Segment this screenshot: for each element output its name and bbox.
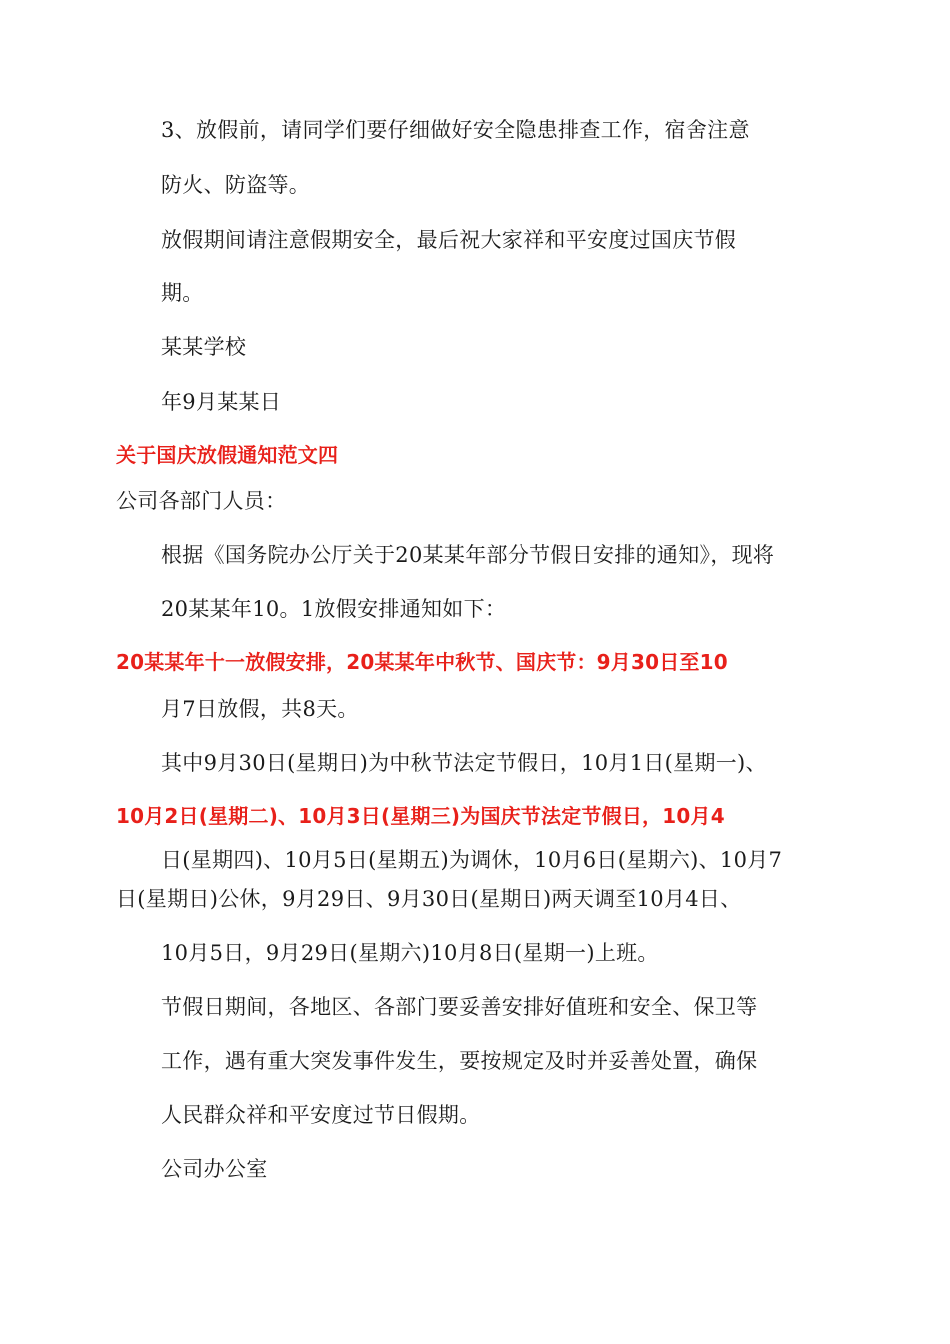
paragraph-line: 期。: [161, 281, 204, 305]
highlight-line: 10月2日(星期二)、10月3日(星期三)为国庆节法定节假日，10月4: [116, 804, 725, 828]
signature-school: 某某学校: [161, 335, 247, 359]
paragraph-line: 放假期间请注意假期安全，最后祝大家祥和平安度过国庆节假: [161, 228, 737, 252]
paragraph-line: 月7日放假，共8天。: [161, 697, 359, 721]
paragraph-line: 人民群众祥和平安度过节日假期。: [161, 1103, 481, 1127]
paragraph-line: 日(星期四)、10月5日(星期五)为调休，10月6日(星期六)、10月7: [161, 848, 783, 872]
salutation: 公司各部门人员：: [116, 489, 287, 513]
paragraph-line: 节假日期间，各地区、各部门要妥善安排好值班和安全、保卫等: [161, 995, 758, 1019]
paragraph-line: 工作，遇有重大突发事件发生，要按规定及时并妥善处置，确保: [161, 1049, 758, 1073]
paragraph-line: 其中9月30日(星期日)为中秋节法定节假日，10月1日(星期一)、: [161, 751, 767, 775]
signature-date: 年9月某某日: [161, 390, 282, 414]
paragraph-line: 日(星期日)公休，9月29日、9月30日(星期日)两天调至10月4日、: [116, 887, 742, 911]
paragraph-line: 10月5日，9月29日(星期六)10月8日(星期一)上班。: [161, 941, 659, 965]
paragraph-line: 防火、防盗等。: [161, 173, 311, 197]
paragraph-line: 3、放假前，请同学们要仔细做好安全隐患排查工作，宿舍注意: [161, 118, 750, 142]
paragraph-line: 20某某年10。1放假安排通知如下：: [161, 597, 507, 621]
highlight-line: 20某某年十一放假安排，20某某年中秋节、国庆节：9月30日至10: [116, 650, 728, 674]
signature-office: 公司办公室: [161, 1157, 268, 1181]
section-heading: 关于国庆放假通知范文四: [116, 443, 339, 467]
paragraph-line: 根据《国务院办公厅关于20某某年部分节假日安排的通知》，现将: [161, 543, 775, 567]
